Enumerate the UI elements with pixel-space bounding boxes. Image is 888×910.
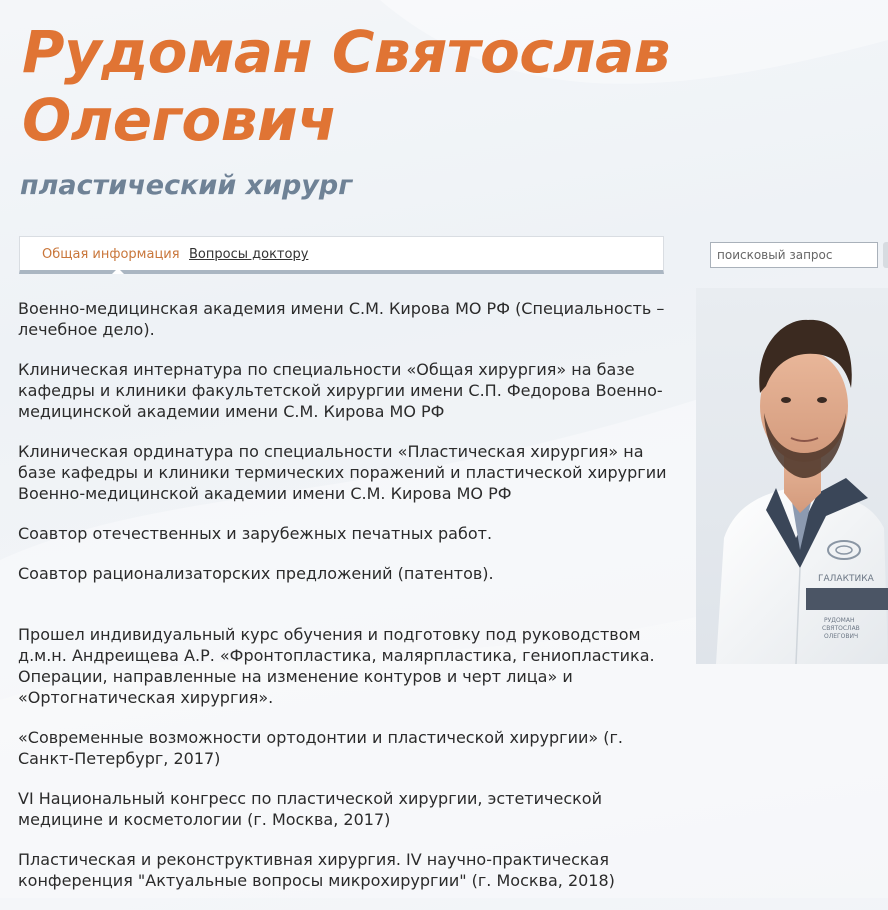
doctor-info-content: [18, 298, 678, 910]
info-paragraph: Соавтор рационализаторских предложений (патентов).: [18, 564, 494, 583]
doctor-portrait-illustration: [696, 288, 888, 664]
badge-name-line: ОЛЕГОВИЧ: [824, 633, 859, 640]
doctor-specialty: пластический хирург: [20, 170, 353, 201]
tab-general-info[interactable]: Общая информация: [42, 247, 180, 262]
info-paragraph: VI Национальный конгресс по пластической хирургии, эстетической медицине и косметологии (г. Москва, 2017): [18, 789, 602, 829]
badge-brand: ГАЛАКТИКА: [818, 574, 874, 584]
info-paragraph: Военно-медицинская академия имени С.М. Кирова МО РФ (Специальность – лечебное дело).: [18, 299, 665, 339]
info-paragraph: Клиническая ординатура по специальности «Пластическая хирургия» на базе кафедры и клиники термических поражений и пластической хирургии Военно-медицинской академии имени С.М. Кирова МО РФ: [18, 442, 667, 503]
info-paragraph: Соавтор отечественных и зарубежных печатных работ.: [18, 524, 493, 543]
doctor-photo: [696, 288, 888, 664]
active-tab-pointer: [112, 268, 124, 274]
search-input[interactable]: [710, 242, 878, 268]
search-button[interactable]: [883, 242, 888, 268]
tab-bar: [19, 236, 664, 274]
badge-name-line: РУДОМАН: [824, 617, 855, 624]
info-paragraph: «Современные возможности ортодонтии и пластической хирургии» (г. Санкт-Петербург, 2017): [18, 728, 623, 768]
doctor-name-line1: Рудоман Святослав: [22, 18, 670, 86]
badge-name-line: СВЯТОСЛАВ: [822, 625, 860, 632]
tab-questions[interactable]: Вопросы доктору: [189, 247, 309, 262]
info-paragraph: Прошел индивидуальный курс обучения и подготовку под руководством д.м.н. Андреищева А.Р. «Фронтопластика, малярпластика, гениопластика. Операции, направленные на изменение контуров и черт лица» и «Ортогнатическая хирургия».: [18, 625, 655, 707]
info-paragraph: Пластическая и реконструктивная хирургия. IV научно-практическая конференция "Актуальные вопросы микрохирургии" (г. Москва, 2018): [18, 850, 615, 890]
doctor-name-line2: Олегович: [22, 86, 337, 154]
doctor-name: [22, 18, 670, 154]
info-paragraph: Клиническая интернатура по специальности «Общая хирургия» на базе кафедры и клиники факультетской хирургии имени С.П. Федорова Военно-медицинской академии имени С.М. Кирова МО РФ: [18, 360, 663, 421]
